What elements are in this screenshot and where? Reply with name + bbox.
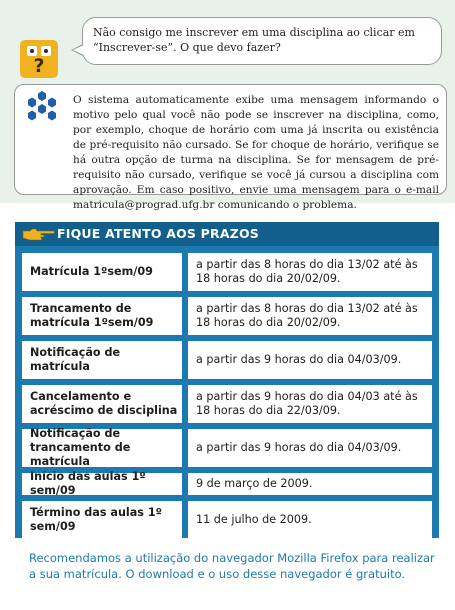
question-face-icon <box>20 40 58 78</box>
deadline-row-notificacao-matricula <box>22 341 432 379</box>
deadline-value: a partir das 9 horas do dia 04/03/09. <box>188 429 432 467</box>
deadline-row-termino-aulas <box>22 501 432 539</box>
deadline-value: a partir das 9 horas do dia 04/03 até às 18 horas do dia 22/03/09. <box>188 385 432 423</box>
deadlines-title: FIQUE ATENTO AOS PRAZOS <box>57 226 259 241</box>
deadlines-panel <box>15 222 439 538</box>
deadline-label: Início das aulas 1º sem/09 <box>22 473 182 495</box>
deadline-label: Término das aulas 1º sem/09 <box>22 501 182 539</box>
deadline-row-inicio-aulas <box>22 470 432 497</box>
browser-recommendation-note: Recomendamos a utilização do navegador Mozilla Firefox para realizar a sua matrícula. O download e o uso desse navegador é gratuito. <box>29 551 435 581</box>
answer-text: O sistema automaticamente exibe uma mensagem informando o motivo pelo qual você não pode se inscrever na disciplina, como, por exemplo, choque de horário com uma já inscrita ou existência de pré-requisito não cursado. Se for choque de horário, verifique se há outra opção de turma na disciplina. Se for mensagem de pré-requisito não cursado, verifique se você já cursou a disciplina com aprovação. Em caso positivo, envie uma mensagem para o e-mail matricula@prograd.ufg.br comunicando o problema. <box>73 94 439 211</box>
question-mark: ? <box>33 55 45 77</box>
deadline-label: Trancamento de matrícula 1ºsem/09 <box>22 297 182 335</box>
question-text: Não consigo me inscrever em uma disciplina ao clicar em “Inscrever-se”. O que devo fazer? <box>93 26 415 54</box>
deadline-value: 11 de julho de 2009. <box>188 501 432 539</box>
deadlines-table <box>22 253 432 539</box>
faq-section <box>0 0 455 211</box>
deadline-label: Notificação de trancamento de matrícula <box>22 429 182 467</box>
answer-bubble <box>14 84 447 211</box>
deadline-row-trancamento <box>22 297 432 335</box>
hexagon-cluster-icon <box>21 91 61 125</box>
deadline-label: Matrícula 1ºsem/09 <box>22 253 182 291</box>
deadline-value: a partir das 8 horas do dia 13/02 até às 18 horas do dia 20/02/09. <box>188 297 432 335</box>
deadline-label: Cancelamento e acréscimo de disciplina <box>22 385 182 423</box>
pointing-hand-icon <box>22 227 56 241</box>
deadline-value: 9 de março de 2009. <box>188 473 432 495</box>
deadlines-header <box>15 222 439 246</box>
deadline-value: a partir das 8 horas do dia 13/02 até às 18 horas do dia 20/02/09. <box>188 253 432 291</box>
deadline-row-notificacao-trancamento <box>22 429 432 467</box>
deadline-label: Notificação de matrícula <box>22 341 182 379</box>
deadline-row-cancelamento <box>22 385 432 423</box>
question-bubble <box>82 17 442 65</box>
deadline-row-matricula <box>22 253 432 291</box>
deadline-value: a partir das 9 horas do dia 04/03/09. <box>188 341 432 379</box>
